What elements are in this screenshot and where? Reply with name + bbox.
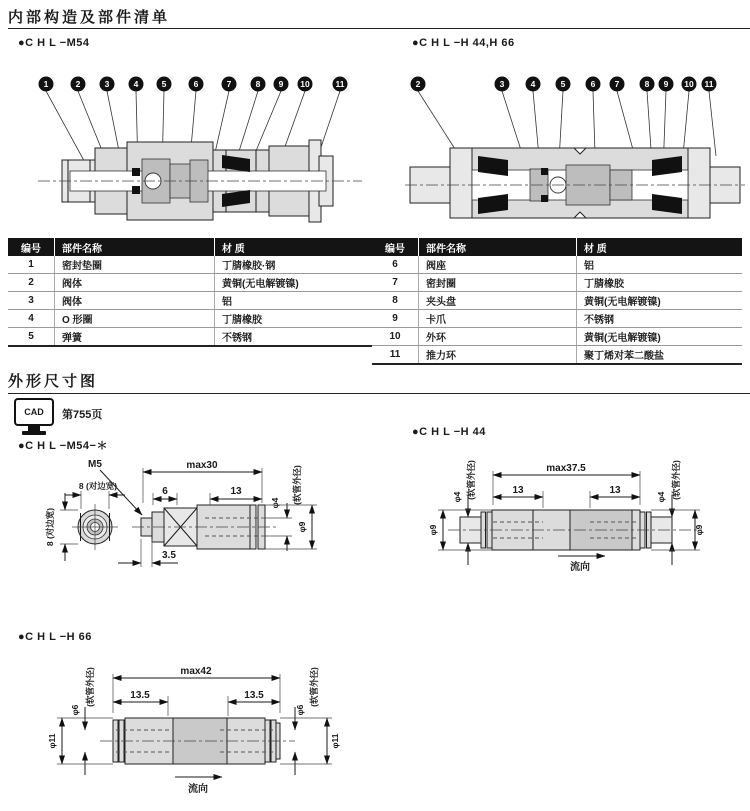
table-row: [372, 292, 742, 310]
callout-6: 6: [193, 79, 199, 89]
cell-name: 夹头盘: [418, 292, 576, 309]
callout-3: 3: [104, 79, 110, 89]
parts-table-left: [8, 238, 372, 347]
h-callout-balloons: [411, 77, 717, 92]
dim-body-od-right: φ9: [694, 524, 704, 536]
cell-material: 丁腈橡胶: [214, 310, 372, 327]
dim-tube-note-left: (软管外径): [466, 460, 476, 500]
cell-material: 丁腈橡胶·钢: [214, 256, 372, 273]
m54-side-view: [132, 505, 278, 549]
dim-stud-length: 3.5: [162, 550, 176, 561]
table-row: [372, 256, 742, 274]
dim-tube-note-right: (软管外径): [309, 667, 319, 707]
cad-page-ref: 第755页: [62, 409, 103, 421]
cell-material: 铝: [214, 292, 372, 309]
callout-10: 10: [300, 79, 310, 89]
cell-name: 密封垫圈: [54, 256, 214, 273]
callout-2: 2: [75, 79, 81, 89]
dim-tube-od-left: φ6: [70, 704, 80, 716]
cad-icon-label: CAD: [24, 407, 44, 417]
table-header-row: [372, 238, 742, 256]
header-name: 部件名称: [418, 238, 576, 256]
table-row: [8, 274, 372, 292]
callout-6: 6: [590, 79, 596, 89]
cell-no: 5: [28, 331, 34, 342]
cell-material: 不锈钢: [214, 328, 372, 345]
table-row: [372, 328, 742, 346]
cad-reference: [14, 398, 102, 435]
dim-tube-od-right: φ4: [656, 491, 666, 503]
callout-8: 8: [644, 79, 650, 89]
cross-section-h44-h66: [400, 60, 750, 235]
header-material: 材 质: [214, 238, 372, 256]
dim-right-length: 13.5: [244, 690, 264, 701]
dim-left-length: 13.5: [130, 690, 150, 701]
dim-hex-length: 6: [162, 486, 168, 497]
dim-right-length: 13: [609, 485, 621, 496]
cell-no: 6: [392, 259, 398, 270]
callout-11: 11: [335, 79, 345, 89]
m54-drawing-label: ●C H L −M54−＊: [18, 440, 108, 452]
cell-name: 密封圈: [418, 274, 576, 291]
callout-4: 4: [133, 79, 139, 89]
cell-material: 黄铜(无电解镀镍): [576, 292, 742, 309]
table-row: [8, 328, 372, 347]
m54-end-view: [72, 504, 118, 550]
table-row: [372, 346, 742, 365]
callout-3: 3: [499, 79, 505, 89]
cell-name: 弹簧: [54, 328, 214, 345]
cell-no: 1: [28, 259, 34, 270]
h66-body: [100, 718, 295, 764]
cell-no: 9: [392, 313, 398, 324]
header-no: 编号: [385, 243, 405, 255]
header-no: 编号: [21, 243, 41, 255]
cell-name: 卡爪: [418, 310, 576, 327]
dim-tube-od-note: (软管外径): [292, 465, 302, 505]
callout-11: 11: [704, 79, 714, 89]
dim-tube-od-right: φ6: [295, 704, 305, 716]
dim-body-od-right: φ11: [330, 733, 340, 749]
cell-material: 黄铜(无电解镀镍): [214, 274, 372, 291]
table-header-row: [8, 238, 372, 256]
cell-material: 黄铜(无电解镀镍): [576, 328, 742, 345]
h44-drawing-label: ●C H L −H 44: [412, 426, 486, 438]
callout-9: 9: [278, 79, 284, 89]
h44-body: [448, 510, 702, 550]
section-title-internal-structure: 内部构造及部件清单: [8, 9, 171, 26]
callout-10: 10: [684, 79, 694, 89]
table-row: [8, 310, 372, 328]
table-row: [372, 310, 742, 328]
parts-table-right: [372, 238, 742, 365]
callout-7: 7: [614, 79, 620, 89]
flow-direction-label: 流向: [188, 784, 208, 795]
title-divider: [8, 28, 750, 29]
table-row: [8, 256, 372, 274]
dim-max-length: max30: [186, 460, 218, 471]
callout-1: 1: [43, 79, 49, 89]
cell-no: 3: [28, 295, 34, 306]
m54-body: [38, 140, 362, 222]
header-name: 部件名称: [54, 238, 214, 256]
cell-name: 外环: [418, 328, 576, 345]
callout-5: 5: [161, 79, 167, 89]
dim-release-length: 13: [230, 486, 242, 497]
dim-body-od: φ9: [297, 521, 307, 533]
dim-tube-od-left: φ4: [452, 491, 462, 503]
m54-callout-balloons: [39, 77, 348, 92]
callout-9: 9: [663, 79, 669, 89]
callout-2: 2: [415, 79, 421, 89]
section-title-dimensions: 外形尺寸图: [8, 373, 99, 390]
cell-no: 7: [392, 277, 398, 288]
cell-material: 铝: [576, 256, 742, 273]
cell-name: 推力环: [418, 346, 576, 363]
cell-no: 2: [28, 277, 34, 288]
dim-tube-od: φ4: [270, 497, 280, 509]
cell-name: O 形圈: [54, 310, 214, 327]
cell-no: 10: [389, 331, 401, 342]
dimension-drawing-h66: [10, 645, 370, 807]
cell-material: 不锈钢: [576, 310, 742, 327]
dim-thread: M5: [88, 459, 102, 470]
cell-material: 聚丁烯对苯二酸盐: [576, 346, 742, 363]
callout-5: 5: [560, 79, 566, 89]
title-divider-2: [8, 393, 750, 394]
cell-name: 阀体: [54, 292, 214, 309]
callout-7: 7: [226, 79, 232, 89]
cell-name: 阀座: [418, 256, 576, 273]
dim-body-od-left: φ9: [428, 524, 438, 536]
cell-no: 4: [28, 313, 34, 324]
cad-monitor-icon: [14, 398, 54, 435]
dimension-drawing-m54: [20, 455, 365, 580]
diagram-right-label: ●C H L −H 44,H 66: [412, 37, 515, 49]
dim-left-length: 13: [512, 485, 524, 496]
cell-name: 阀体: [54, 274, 214, 291]
dimension-drawing-h44: [400, 445, 750, 585]
table-row: [372, 274, 742, 292]
flow-direction-label: 流向: [570, 562, 590, 573]
diagram-left-label: ●C H L −M54: [18, 37, 90, 49]
cell-no: 11: [389, 349, 401, 360]
callout-8: 8: [255, 79, 261, 89]
cell-no: 8: [392, 295, 398, 306]
dim-tube-note-right: (软管外径): [671, 460, 681, 500]
cell-material: 丁腈橡胶: [576, 274, 742, 291]
table-row: [8, 292, 372, 310]
cross-section-m54: [30, 60, 370, 235]
dim-max-length: max42: [180, 666, 212, 677]
dim-max-length: max37.5: [546, 463, 586, 474]
callout-4: 4: [530, 79, 536, 89]
h-body: [405, 148, 745, 218]
dim-tube-note-left: (软管外径): [85, 667, 95, 707]
header-material: 材 质: [576, 238, 742, 256]
h66-drawing-label: ●C H L −H 66: [18, 631, 92, 643]
dim-body-od-left: φ11: [47, 733, 57, 749]
dim-flats-top: 8 (对边宽): [78, 481, 118, 491]
dim-flats-side: 8 (对边宽): [45, 507, 55, 547]
